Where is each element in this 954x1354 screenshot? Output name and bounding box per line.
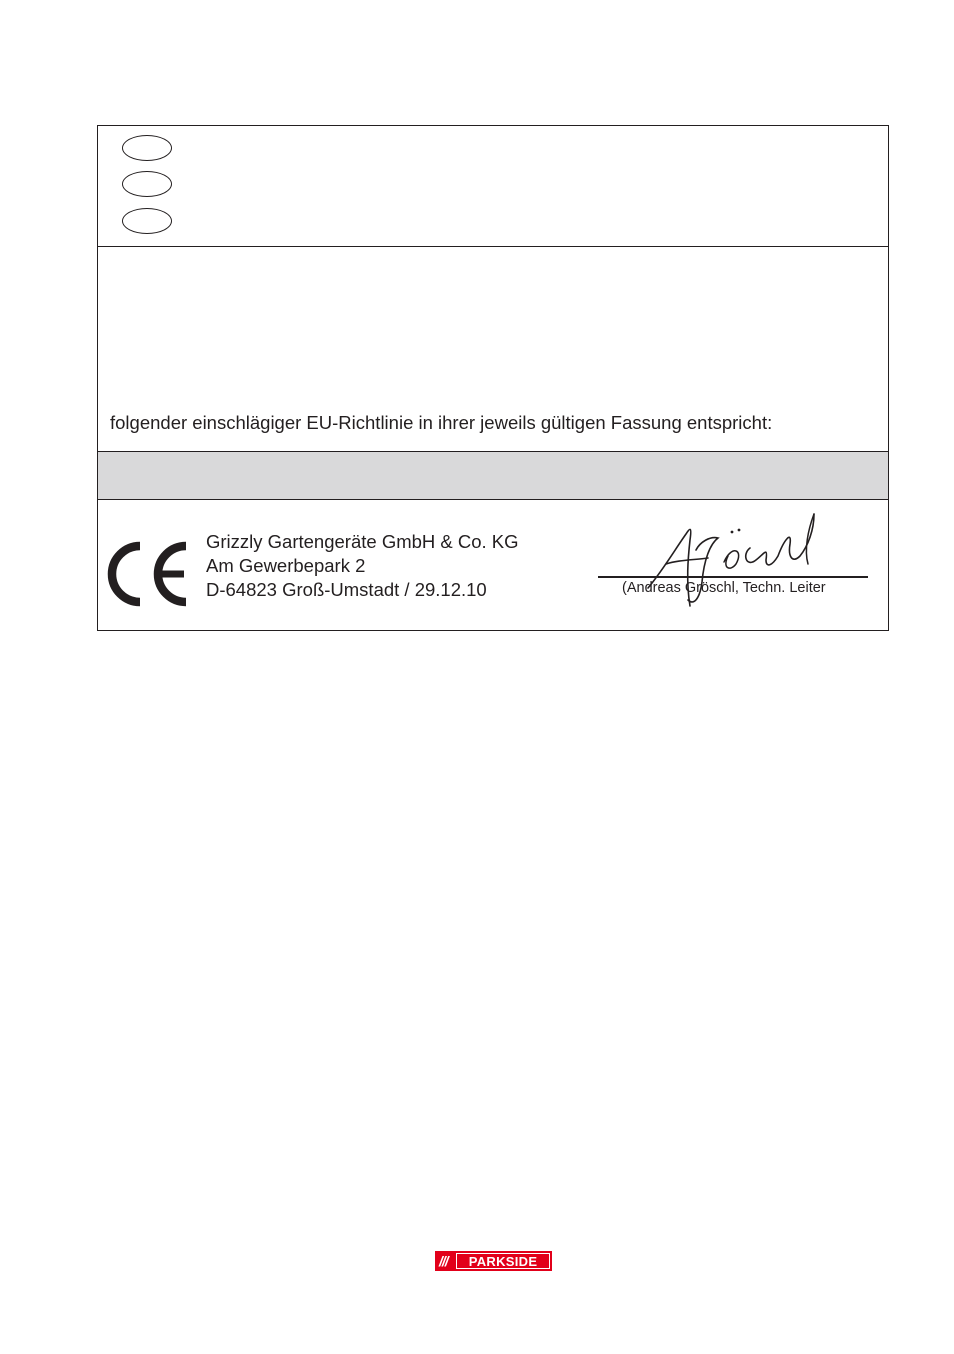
brand-box — [456, 1253, 550, 1269]
ce-mark-icon — [106, 540, 190, 608]
manufacturer-street: Am Gewerbepark 2 — [206, 555, 366, 576]
signature-line — [598, 576, 868, 578]
declaration-frame — [97, 125, 889, 631]
declaration-body — [98, 247, 888, 452]
manufacturer-address — [206, 530, 519, 602]
language-section — [98, 126, 888, 247]
brand-name: PARKSIDE — [468, 1253, 538, 1269]
signer-name: (Andreas Gröschl, Techn. Leiter — [622, 580, 826, 596]
country-oval-icon — [122, 135, 172, 161]
country-oval-icon — [122, 208, 172, 234]
signature-section — [98, 500, 888, 630]
directive-band — [98, 452, 888, 500]
brand-slashes: /// — [439, 1253, 448, 1269]
manufacturer-name: Grizzly Gartengeräte GmbH & Co. KG — [206, 531, 519, 552]
country-oval-icon — [122, 171, 172, 197]
parkside-logo — [435, 1251, 552, 1271]
conformity-statement: folgender einschlägiger EU-Richtlinie in ihrer jeweils gültigen Fassung entspricht: — [110, 412, 773, 433]
manufacturer-city-date: D-64823 Groß-Umstadt / 29.12.10 — [206, 579, 487, 600]
